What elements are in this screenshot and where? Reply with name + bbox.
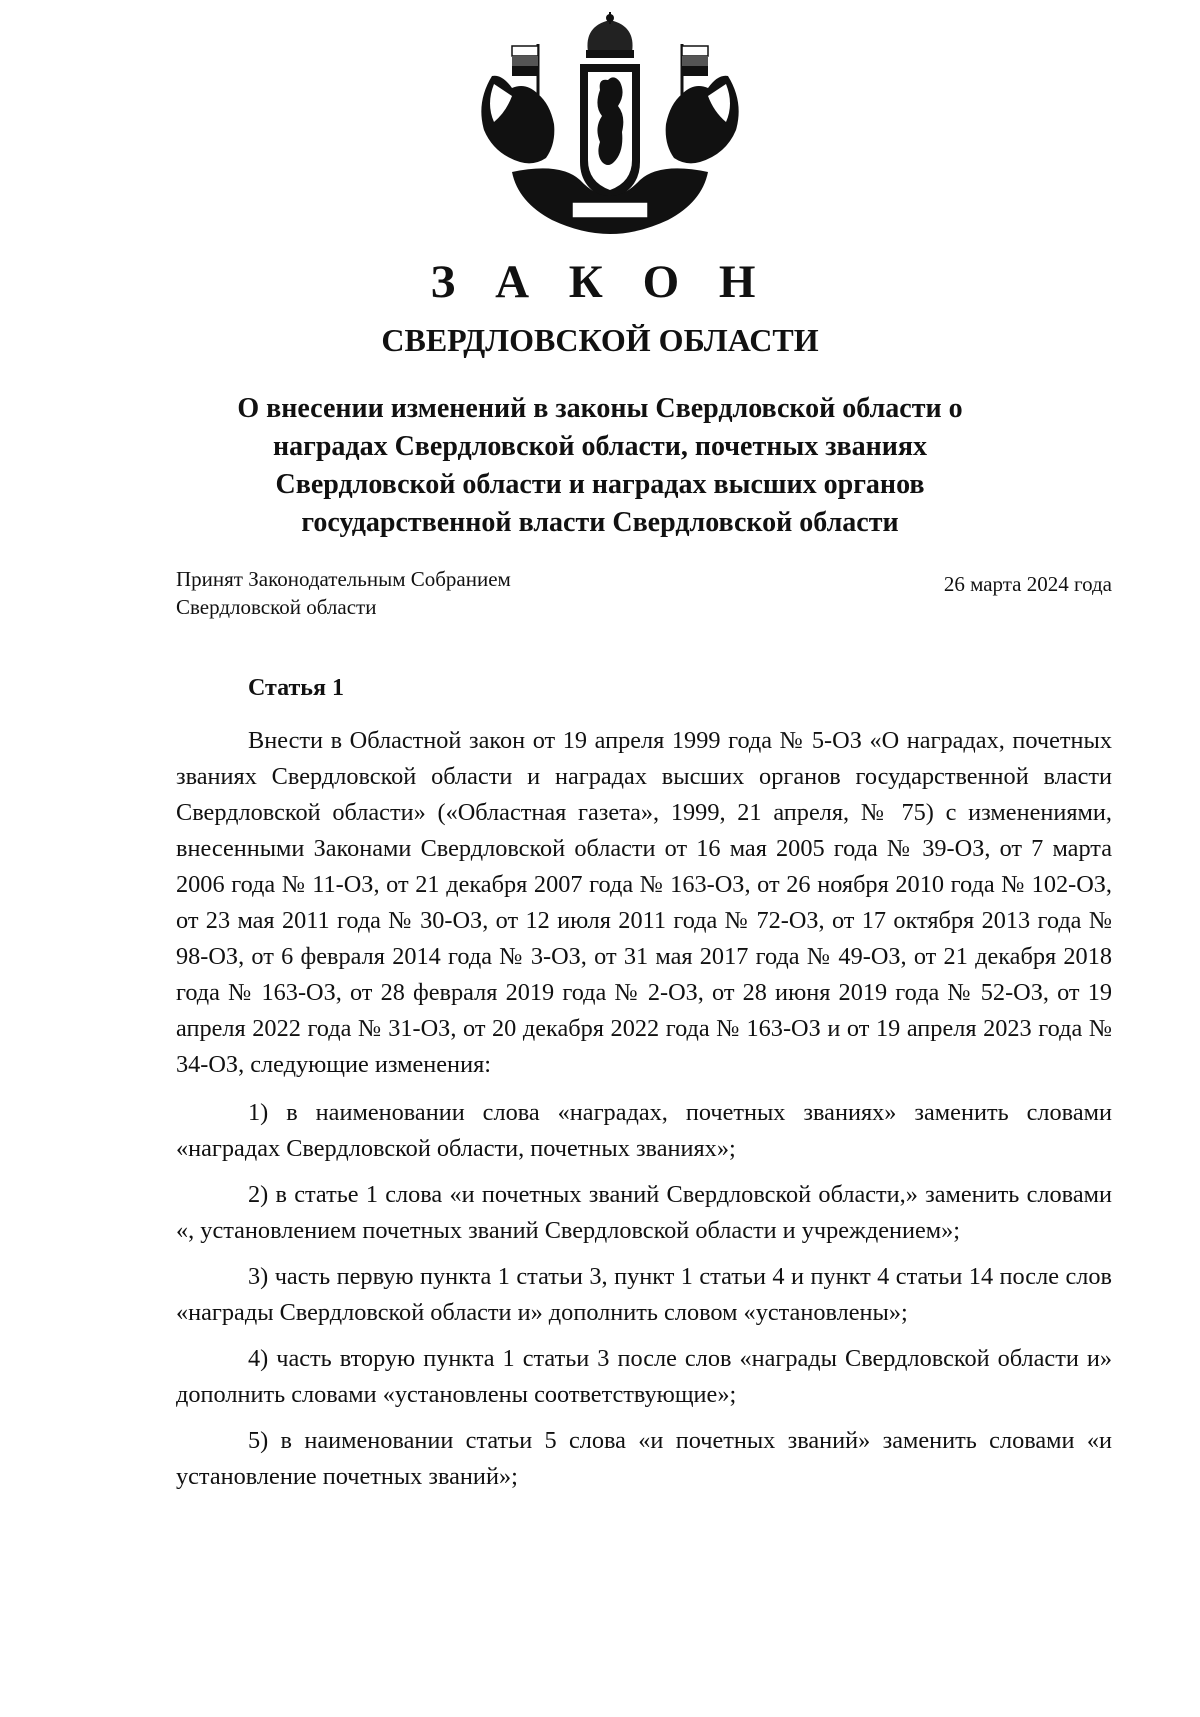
law-region: СВЕРДЛОВСКОЙ ОБЛАСТИ	[381, 322, 819, 358]
article-body	[176, 723, 1112, 1505]
amendment-item: 1) в наименовании слова «наградах, почетных званиях» заменить словами «наградах Свердловской области, почетных званиях»;	[176, 1099, 1112, 1162]
amendment-item: 4) часть вторую пункта 1 статьи 3 после слов «награды Свердловской области и» дополнить словами «установлены соответствующие»;	[176, 1345, 1112, 1408]
article-title: Статья 1	[248, 675, 344, 701]
adoption-line-2: Свердловской области	[176, 595, 377, 619]
article-intro: Внести в Областной закон от 19 апреля 1999 года № 5-ОЗ «О наградах, почетных званиях Свердловской области и наградах высших органов государственной власти Свердловской области» («Областная газета», 1999, 21 апреля, № 75) с изменениями, внесенными Законами Свердловской области от 16 мая 2005 года № 39-ОЗ, от 7 марта 2006 года № 11-ОЗ, от 21 декабря 2007 года № 163-ОЗ, от 26 ноября 2010 года № 102-ОЗ, от 23 мая 2011 года № 30-ОЗ, от 12 июля 2011 года № 72-ОЗ, от 17 октября 2013 года № 98-ОЗ, от 6 февраля 2014 года № 3-ОЗ, от 31 мая 2017 года № 49-ОЗ, от 21 декабря 2018 года № 163-ОЗ, от 28 февраля 2019 года № 2-ОЗ, от 28 июня 2019 года № 52-ОЗ, от 19 апреля 2022 года № 31-ОЗ, от 20 декабря 2022 года № 163-ОЗ и от 19 апреля 2023 года № 34-ОЗ, следующие изменения:	[176, 727, 1112, 1078]
adoption-line-1: Принят Законодательным Собранием	[176, 567, 511, 591]
amendment-item: 2) в статье 1 слова «и почетных званий Свердловской области,» заменить словами «, установлением почетных званий Свердловской области и учреждением»;	[176, 1181, 1112, 1244]
amendment-item: 5) в наименовании статьи 5 слова «и почетных званий» заменить словами «и установление почетных званий»;	[176, 1427, 1112, 1490]
amendment-item: 3) часть первую пункта 1 статьи 3, пункт 1 статьи 4 и пункт 4 статьи 14 после слов «награды Свердловской области и» дополнить словом «установлены»;	[176, 1263, 1112, 1326]
adoption-date: 26 марта 2024 года	[943, 572, 1112, 596]
law-title: З А К О Н	[430, 256, 770, 308]
law-subject: О внесении изменений в законы Свердловской области о наградах Свердловской области, почетных званиях Свердловской области и наградах высших органов государственной власти Свердловской области	[237, 393, 963, 538]
adoption-body	[176, 565, 511, 621]
sverdlovsk-coat-of-arms-icon	[472, 12, 748, 238]
